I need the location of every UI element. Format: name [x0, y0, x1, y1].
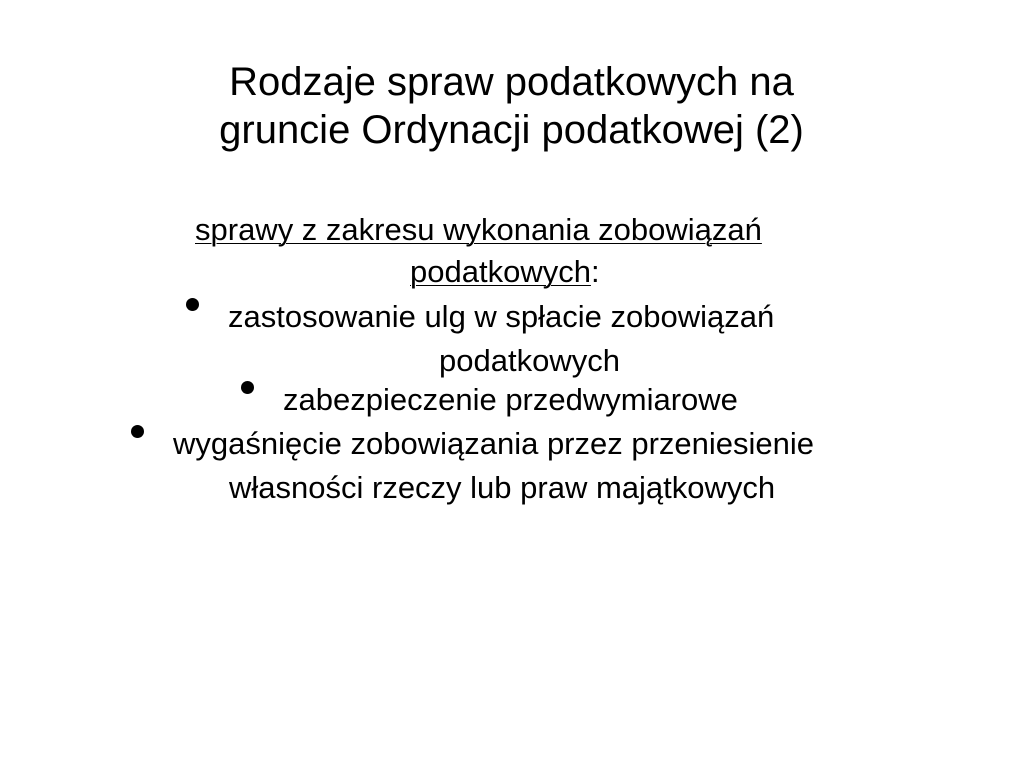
heading-text-1: sprawy z zakresu wykonania zobowiązań	[195, 212, 762, 247]
title-line-1: Rodzaje spraw podatkowych na	[229, 60, 794, 104]
bullet-icon	[241, 381, 254, 394]
list-item-1-line-1: zastosowanie ulg w spłacie zobowiązań	[228, 299, 775, 334]
bullet-icon	[186, 298, 199, 311]
bullet-icon	[131, 425, 144, 438]
heading-colon: :	[590, 254, 600, 289]
list-item-1-line-2: podatkowych	[439, 343, 620, 378]
list-item-2-line-1: zabezpieczenie przedwymiarowe	[283, 382, 738, 417]
title-line-2: gruncie Ordynacji podatkowej (2)	[219, 108, 804, 152]
heading-line-2	[410, 250, 600, 294]
list-item-3-line-2: własności rzeczy lub praw majątkowych	[229, 470, 776, 505]
list-item-3-line-1: wygaśnięcie zobowiązania przez przeniesienie	[173, 426, 815, 461]
heading-text-2: podatkowych	[410, 254, 591, 289]
slide-title	[0, 58, 1023, 154]
heading-line-1	[195, 208, 762, 252]
